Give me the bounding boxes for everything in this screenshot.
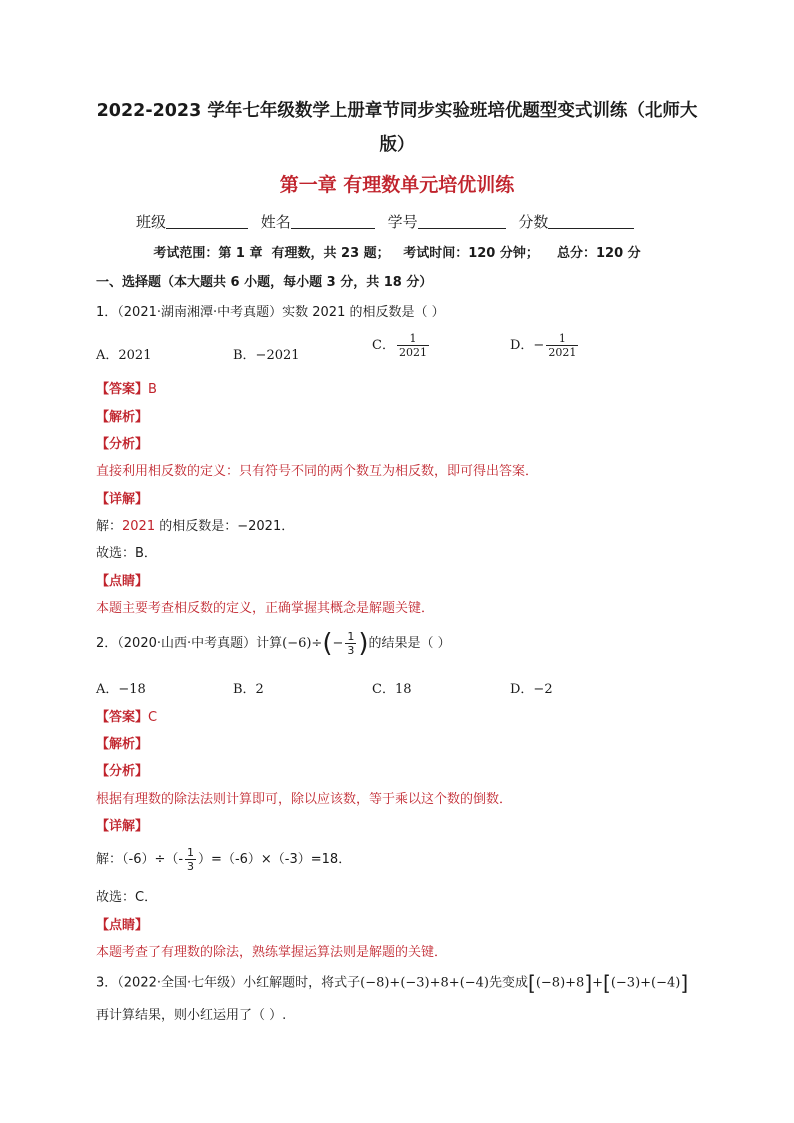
q2-answer-value: C [148, 710, 158, 725]
document-title [90, 94, 704, 162]
field-name-blank[interactable] [291, 228, 375, 229]
q2-detail-suffix: ）=（-6）×（-3）=18． [198, 852, 352, 867]
q2-option-b: B．2 [233, 682, 264, 697]
q1-stem: 1．（2021·湖南湘潭·中考真题）实数 2021 的相反数是（ ） [96, 305, 445, 320]
q2-option-d: D．−2 [510, 682, 553, 697]
q3-stem-prefix: 3．（2022·全国·七年级）小红解题时，将式子 [96, 975, 361, 991]
q1-option-c-numerator: 1 [409, 332, 417, 345]
q1-option-c-denominator: 2021 [398, 346, 427, 359]
q3-stem [96, 971, 688, 995]
q2-answer-label: 【答案】 [96, 710, 149, 725]
q2-expression-minus: − [332, 636, 344, 651]
q1-dianjing-label: 【点睛】 [96, 574, 149, 589]
q2-analysis: 根据有理数的除法法则计算即可，除以应该数，等于乘以这个数的倒数． [96, 792, 513, 807]
q2-answer [96, 706, 157, 725]
q3-bracket-open-1: [ [528, 971, 536, 995]
q2-stem-suffix: 的结果是（ ） [368, 636, 451, 651]
q2-fraction-denominator: 3 [347, 644, 355, 657]
q1-answer-value: B [148, 382, 157, 397]
q1-option-d [510, 332, 580, 359]
q3-stem-middle: 先变成 [489, 975, 529, 991]
q3-bracket-close-2: ] [680, 971, 689, 995]
q2-dianjing-label: 【点睛】 [96, 918, 149, 933]
q2-jiexi-label: 【解析】 [96, 737, 149, 752]
q1-choose: 故选：B． [96, 546, 157, 561]
q2-option-c: C．18 [372, 682, 412, 697]
q2-comment: 本题考查了有理数的除法，熟练掌握运算法则是解题的关键． [96, 945, 448, 960]
q2-stem-prefix: 2．（2020·山西·中考真题）计算 [96, 636, 283, 651]
q1-detail-rest: 的相反数是：−2021． [155, 519, 295, 534]
q2-expression-left: (−6)÷ [282, 636, 323, 651]
q2-fenxi-label: 【分析】 [96, 764, 149, 779]
q2-detail-denominator: 3 [187, 860, 195, 873]
q1-option-b: B．−2021 [233, 348, 300, 363]
q1-option-d-numerator: 1 [558, 332, 566, 345]
title-line-2: 版） [379, 135, 415, 155]
q3-expression-group-1: (−8)+8 [535, 975, 585, 991]
q3-stem-line-2: 再计算结果，则小红运用了（ ）. [96, 1008, 287, 1023]
q1-answer-label: 【答案】 [96, 382, 149, 397]
q1-option-c [372, 332, 431, 359]
student-info-fields [136, 211, 642, 232]
q1-fenxi-label: 【分析】 [96, 437, 149, 452]
q1-xiangjie-label: 【详解】 [96, 492, 149, 507]
q1-option-c-fraction [397, 332, 429, 359]
field-score-blank[interactable] [548, 228, 634, 229]
q2-choose: 故选：C． [96, 890, 158, 905]
q3-expression-plus: + [592, 975, 604, 991]
q2-xiangjie-label: 【详解】 [96, 819, 149, 834]
q2-stem [96, 630, 451, 657]
field-name-label: 姓名 [260, 213, 291, 231]
q1-answer [96, 378, 157, 397]
field-score-label: 分数 [518, 213, 549, 231]
q1-detail-number: 2021 [122, 519, 156, 534]
field-class-label: 班级 [136, 213, 167, 231]
section-heading: 一、选择题（本大题共 6 小题，每小题 3 分，共 18 分） [96, 275, 433, 290]
q3-bracket-open-2: [ [603, 971, 611, 995]
q2-fraction-numerator: 1 [347, 630, 355, 643]
q2-detail-numerator: 1 [187, 846, 195, 859]
q1-analysis: 直接利用相反数的定义：只有符号不同的两个数互为相反数，即可得出答案． [96, 464, 539, 479]
field-class-blank[interactable] [166, 228, 248, 229]
q3-expression-original: (−8)+(−3)+8+(−4) [360, 975, 489, 991]
exam-scope: 考试范围：第 1 章 有理数，共 23 题； 考试时间：120 分钟； 总分：120 分 [153, 246, 641, 261]
q1-option-c-label: C． [372, 338, 395, 353]
field-id-blank[interactable] [418, 228, 506, 229]
q1-comment: 本题主要考查相反数的定义，正确掌握其概念是解题关键． [96, 601, 435, 616]
q2-option-a: A．−18 [96, 682, 146, 697]
q1-option-d-label: D．− [510, 338, 545, 353]
q1-detail [96, 515, 294, 534]
q1-option-d-denominator: 2021 [548, 346, 577, 359]
q3-bracket-close-1: ] [584, 971, 593, 995]
chapter-subtitle: 第一章 有理数单元培优训练 [279, 174, 515, 196]
field-id-label: 学号 [387, 213, 418, 231]
title-line-1: 2022-2023 学年七年级数学上册章节同步实验班培优题型变式训练（北师大 [96, 101, 698, 121]
q2-fraction [345, 630, 356, 657]
q2-detail-prefix: 解：（-6）÷（- [96, 852, 184, 867]
q2-paren-open: ( [322, 628, 333, 659]
q2-detail [96, 846, 351, 873]
q2-detail-fraction [185, 846, 196, 873]
q3-expression-group-2: (−3)+(−4) [610, 975, 681, 991]
q1-option-d-fraction [546, 332, 578, 359]
q1-detail-prefix: 解： [96, 519, 123, 534]
q2-paren-close: ) [358, 628, 369, 659]
q1-option-a: A．2021 [96, 348, 152, 363]
q1-jiexi-label: 【解析】 [96, 410, 149, 425]
